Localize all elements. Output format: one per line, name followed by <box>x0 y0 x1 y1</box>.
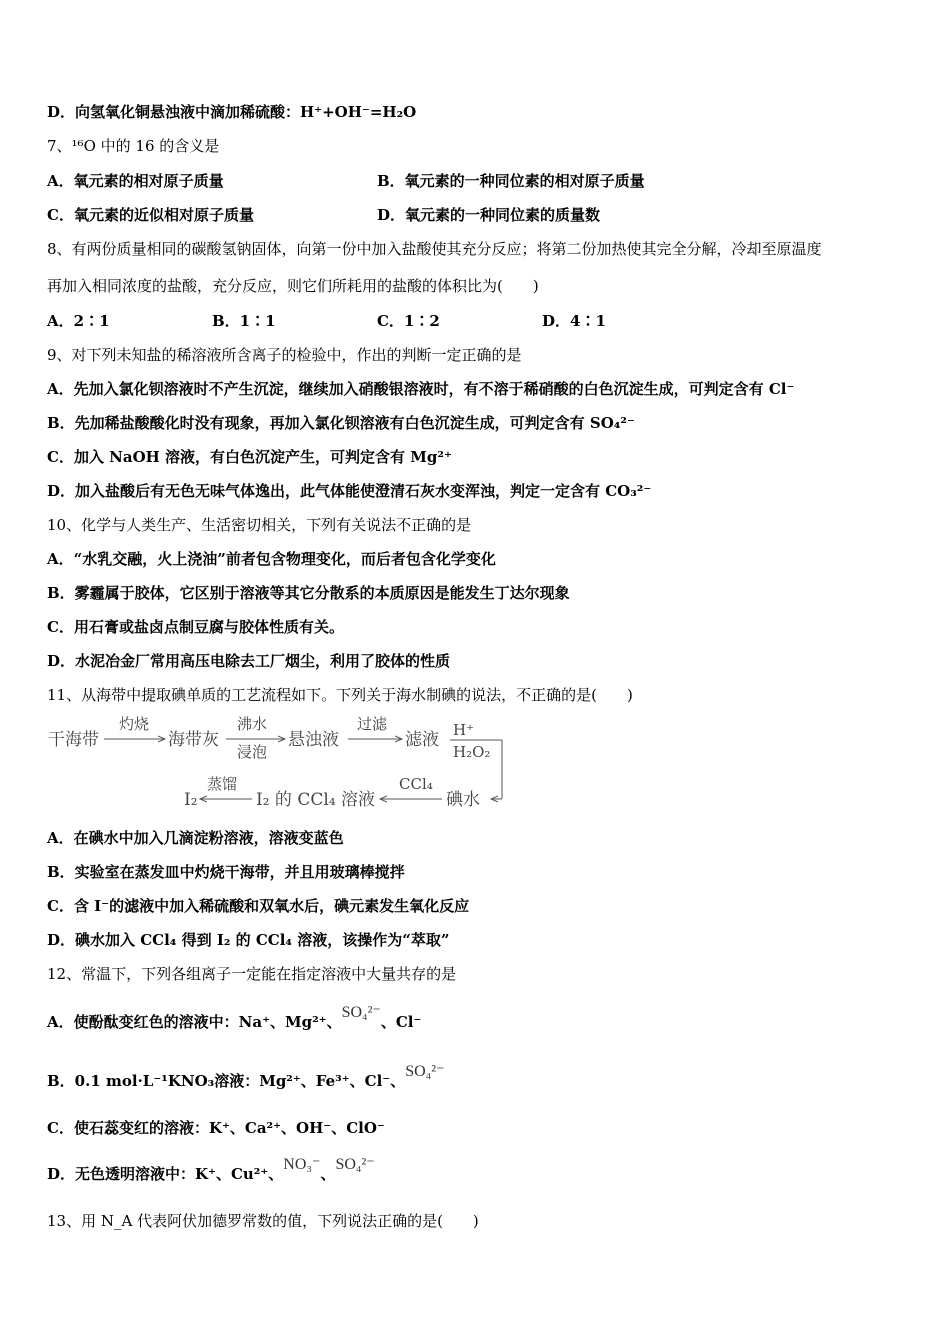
q10-option-b: B．雾霾属于胶体，它区别于溶液等其它分散系的本质原因是能发生丁达尔现象 <box>47 584 570 602</box>
q10-stem: 10、化学与人类生产、生活密切相关，下列有关说法不正确的是 <box>47 516 472 534</box>
q12-option-b-text: B．0.1 mol·L⁻¹KNO₃溶液：Mg²⁺、Fe³⁺、Cl⁻、 <box>47 1072 406 1090</box>
q12-option-a-text: A．使酚酞变红色的溶液中：Na⁺、Mg²⁺、 <box>47 1013 342 1031</box>
flow-node-filtrate: 滤液 <box>405 730 439 750</box>
q11-option-a: A．在碘水中加入几滴淀粉溶液，溶液变蓝色 <box>47 829 344 847</box>
flow-label-distill: 蒸馏 <box>207 775 238 793</box>
so4-ion: SO₄²⁻ <box>335 1156 375 1173</box>
q12-option-b <box>47 1063 445 1092</box>
flow-node-iodine-water: 碘水 <box>446 790 480 810</box>
q8-stem-line1: 8、有两份质量相同的碳酸氢钠固体，向第一份中加入盐酸使其充分反应；将第二份加热使其完全分解，冷却至原温度 <box>47 240 822 258</box>
no3-ion: NO₃⁻ <box>283 1156 321 1173</box>
q6-option-d: D．向氢氧化铜悬浊液中滴加稀硫酸：H⁺+OH⁻=H₂O <box>47 103 417 121</box>
q11-option-b: B．实验室在蒸发皿中灼烧干海带，并且用玻璃棒搅拌 <box>47 863 405 881</box>
q7-option-b: B．氧元素的一种同位素的相对原子质量 <box>377 172 645 190</box>
q9-option-c: C．加入 NaOH 溶液，有白色沉淀产生，可判定含有 Mg²⁺ <box>47 448 452 466</box>
q12-option-a-tail: 、Cl⁻ <box>380 1013 422 1031</box>
q12-option-a <box>47 1004 422 1033</box>
q9-option-a: A．先加入氯化钡溶液时不产生沉淀，继续加入硝酸银溶液时，有不溶于稀硝酸的白色沉淀生成，可判定含有 Cl⁻ <box>47 380 795 398</box>
flow-label-filter: 过滤 <box>357 715 388 733</box>
flow-label-soak: 浸泡 <box>237 743 268 761</box>
q7-option-d: D．氧元素的一种同位素的质量数 <box>377 206 601 224</box>
q9-option-d: D．加入盐酸后有无色无味气体逸出，此气体能使澄清石灰水变浑浊，判定一定含有 CO₃²⁻ <box>47 482 652 500</box>
flow-node-suspension: 悬浊液 <box>288 730 339 750</box>
q13-stem: 13、用 N_A 代表阿伏加德罗常数的值，下列说法正确的是( ) <box>47 1212 479 1230</box>
q7-stem: 7、¹⁶O 中的 16 的含义是 <box>47 137 220 155</box>
q8-option-d: D．4∶1 <box>542 312 606 330</box>
q12-option-c: C．使石蕊变红的溶液：K⁺、Ca²⁺、OH⁻、ClO⁻ <box>47 1119 385 1137</box>
so4-ion: SO₄²⁻ <box>405 1063 445 1080</box>
q9-stem: 9、对下列未知盐的稀溶液所含离子的检验中，作出的判断一定正确的是 <box>47 346 522 364</box>
flow-label-boiling-water: 沸水 <box>237 715 268 733</box>
q11-stem: 11、从海带中提取碘单质的工艺流程如下。下列关于海水制碘的说法，不正确的是( ) <box>47 686 633 704</box>
so4-ion: SO₄²⁻ <box>341 1004 381 1021</box>
q7-option-c: C．氧元素的近似相对原子质量 <box>47 206 254 224</box>
iodine-extraction-flowchart <box>44 712 514 812</box>
q8-option-a: A．2∶1 <box>47 312 110 330</box>
q8-option-b: B．1∶1 <box>212 312 276 330</box>
q11-option-d: D．碘水加入 CCl₄ 得到 I₂ 的 CCl₄ 溶液，该操作为“萃取” <box>47 931 450 949</box>
q10-option-c: C．用石膏或盐卤点制豆腐与胶体性质有关。 <box>47 618 344 636</box>
q7-option-a: A．氧元素的相对原子质量 <box>47 172 224 190</box>
flow-label-ccl4: CCl₄ <box>399 775 433 793</box>
flow-node-dry-kelp: 干海带 <box>48 730 99 750</box>
flow-label-h-plus: H⁺ <box>453 721 474 739</box>
q12-option-d-sep: 、 <box>320 1165 336 1183</box>
flow-node-kelp-ash: 海带灰 <box>168 730 219 750</box>
q10-option-a: A．“水乳交融，火上浇油”前者包含物理变化，而后者包含化学变化 <box>47 550 496 568</box>
q11-option-c: C．含 I⁻的滤液中加入稀硫酸和双氧水后，碘元素发生氧化反应 <box>47 897 470 915</box>
q12-stem: 12、常温下，下列各组离子一定能在指定溶液中大量共存的是 <box>47 965 457 983</box>
q8-option-c: C．1∶2 <box>377 312 440 330</box>
flow-node-iodine: I₂ <box>184 790 198 810</box>
flow-label-burn: 灼烧 <box>119 715 150 733</box>
q10-option-d: D．水泥冶金厂常用高压电除去工厂烟尘，利用了胶体的性质 <box>47 652 451 670</box>
q9-option-b: B．先加稀盐酸酸化时没有现象，再加入氯化钡溶液有白色沉淀生成，可判定含有 SO₄²⁻ <box>47 414 635 432</box>
q8-stem-line2: 再加入相同浓度的盐酸，充分反应，则它们所耗用的盐酸的体积比为( ) <box>47 277 539 295</box>
q12-option-d <box>47 1156 375 1185</box>
flow-node-iodine-ccl4: I₂ 的 CCl₄ 溶液 <box>256 790 376 810</box>
flow-label-h2o2: H₂O₂ <box>453 743 491 761</box>
q12-option-d-text: D．无色透明溶液中：K⁺、Cu²⁺、 <box>47 1165 284 1183</box>
